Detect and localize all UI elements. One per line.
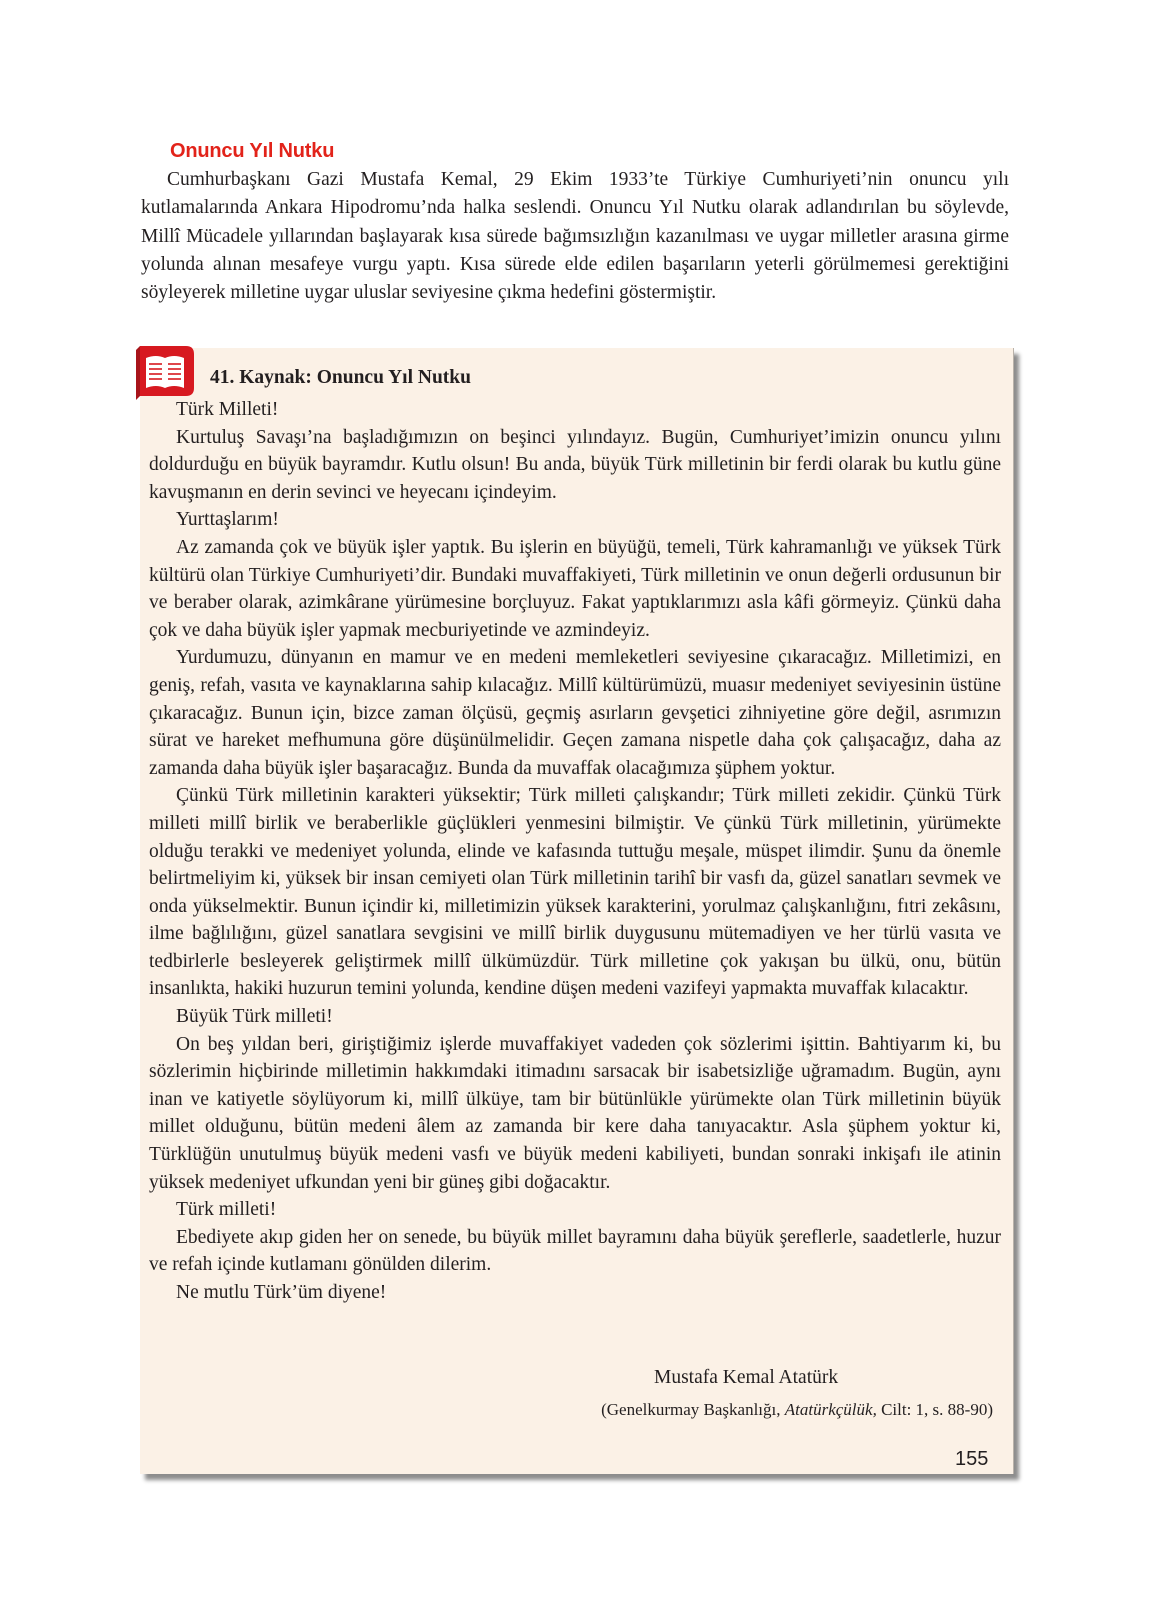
speech-paragraph: Ne mutlu Türk’üm diyene! bbox=[176, 1282, 387, 1303]
source-heading: 41. Kaynak: Onuncu Yıl Nutku bbox=[210, 367, 471, 388]
speech-paragraph: Yurdumuzu, dünyanın en mamur ve en medeni memleketleri seviyesine çıkaracağız. Milletimizi, en geniş, refah, vasıta ve kaynaklarına sahip kılacağız. Millî kültürümüzü, muasır medeniyet seviyesinin üstüne çıkaracağız. Bunun için, bizce zaman ölçüsü, geçmiş asırların gevşetici zihniyetine göre değil, asrımızın sürat ve hareket mefhumuna göre düşünülmelidir. Geçen zamana nispetle daha çok çalışacağız, daha az zamanda daha büyük işler başaracağız. Bunda da muvaffak olacağımıza şüphem yoktur. bbox=[149, 647, 1001, 779]
page-number: 155 bbox=[955, 1448, 989, 1470]
intro-paragraph: Cumhurbaşkanı Gazi Mustafa Kemal, 29 Ekim 1933’te Türkiye Cumhuriyeti’nin onuncu yılı kutlamalarında Ankara Hipodromu’nda halka seslendi. Onuncu Yıl Nutku olarak adlandırılan bu söylevde, Millî Mücadele yıllarından başlayarak kısa sürede bağımsızlığın kazanılması ve uygar milletler arasına girme yolunda alınan mesafeye vurgu yaptı. Kısa sürede elde edilen başarıların yeterli görülmemesi gerektiğini söyleyerek milletine uygar uluslar seviyesine çıkma hedefini göstermiştir. bbox=[141, 169, 1009, 304]
citation-open: (Genelkurmay Başkanlığı, bbox=[601, 1400, 781, 1419]
speech-paragraph: On beş yıldan beri, giriştiğimiz işlerde muvaffakiyet vadeden çok sözlerimi işittin. Bahtiyarım ki, bu sözlerimin hiçbirinde milletimin hakkımdaki itimadını sarsacak bir isabetsizliğe uğramadım. Bugün, aynı inan ve katiyetle söylüyorum ki, millî ülküye, tam bir bütünlükle yürümekte olan Türk milletinin büyük millet olduğunu, bütün medeni âlem az zamanda bir kere daha tanıyacaktır. Asla şüphem yoktur ki, Türklüğün unutulmuş büyük medeni vasfı ve büyük medeni kabiliyeti, bundan sonraki inkişafı ile atinin yüksek medeniyet ufkundan yeni bir güneş gibi doğacaktır. bbox=[149, 1033, 1001, 1193]
citation-rest: Cilt: 1, s. 88-90) bbox=[881, 1400, 993, 1419]
speech-paragraph: Türk Milleti! bbox=[176, 399, 279, 420]
open-book-icon bbox=[134, 344, 196, 402]
speech-paragraph: Büyük Türk milleti! bbox=[176, 1006, 333, 1028]
speech-paragraph: Türk milleti! bbox=[176, 1199, 277, 1221]
speech-paragraph: Az zamanda çok ve büyük işler yaptık. Bu işlerin en büyüğü, temeli, Türk kahramanlığı ve yüksek Türk kültürü olan Türkiye Cumhuriyeti’dir. Bundaki muvaffakiyeti, Türk milletinin ve onun değerli ordusunun bir ve beraber olarak, azimkârane yürümesine borçluyuz. Fakat yaptıklarımızı asla kâfi görmeyiz. Çünkü daha çok ve daha büyük işler yapmak mecburiyetinde ve azmindeyiz. bbox=[149, 536, 1001, 641]
citation-book-title: Atatürkçülük, bbox=[784, 1400, 877, 1419]
citation bbox=[601, 1400, 993, 1420]
speech-paragraph: Yurttaşlarım! bbox=[176, 509, 279, 531]
speech-paragraph: Çünkü Türk milletinin karakteri yüksektir; Türk milleti çalışkandır; Türk milleti zekidir. Çünkü Türk milleti millî birlik ve beraberlikle güçlükleri yenmesini bilmiştir. Ve çünkü Türk milletinin, yürümekte olduğu terakki ve medeniyet yolunda, elinde ve kafasında tuttuğu meşale, müspet ilimdir. Şunu da önemle belirtmeliyim ki, yüksek bir insan cemiyeti olan Türk milletinin tarihî bir vasfı da, güzel sanatları sevmek ve onda yükselmektir. Bunun içindir ki, milletimizin yüksek karakterini, yorulmaz çalışkanlığını, fıtri zekâsını, ilme bağlılığını, güzel sanatlara sevgisini ve millî birlik duygusunu mütemadiyen ve her türlü vasıta ve tedbirlerle besleyerek geliştirmek millî ülkümüzdür. Türk milletine çok yakışan bu ülkü, onu, bütün insanlıkta, hakiki huzurun temini yolunda, kendine düşen medeni vazifeyi yapmakta muvaffak kılacaktır. bbox=[149, 785, 1001, 1000]
signature: Mustafa Kemal Atatürk bbox=[654, 1367, 839, 1388]
speech-paragraph: Kurtuluş Savaşı’na başladığımızın on beşinci yılındayız. Bugün, Cumhuriyet’imizin onuncu yılını doldurduğu en büyük bayramdır. Kutlu olsun! Bu anda, büyük Türk milletinin bir ferdi olarak bu kutlu güne kavuşmanın en derin sevinci ve heyecanı içindeyim. bbox=[149, 426, 1001, 503]
speech-paragraph: Ebediyete akıp giden her on senede, bu büyük millet bayramını daha büyük şereflerle, saadetlerle, huzur ve refah içinde kutlamanı gönülden dilerim. bbox=[149, 1226, 1001, 1276]
speech-text bbox=[149, 396, 1001, 1307]
section-title: Onuncu Yıl Nutku bbox=[170, 140, 335, 162]
